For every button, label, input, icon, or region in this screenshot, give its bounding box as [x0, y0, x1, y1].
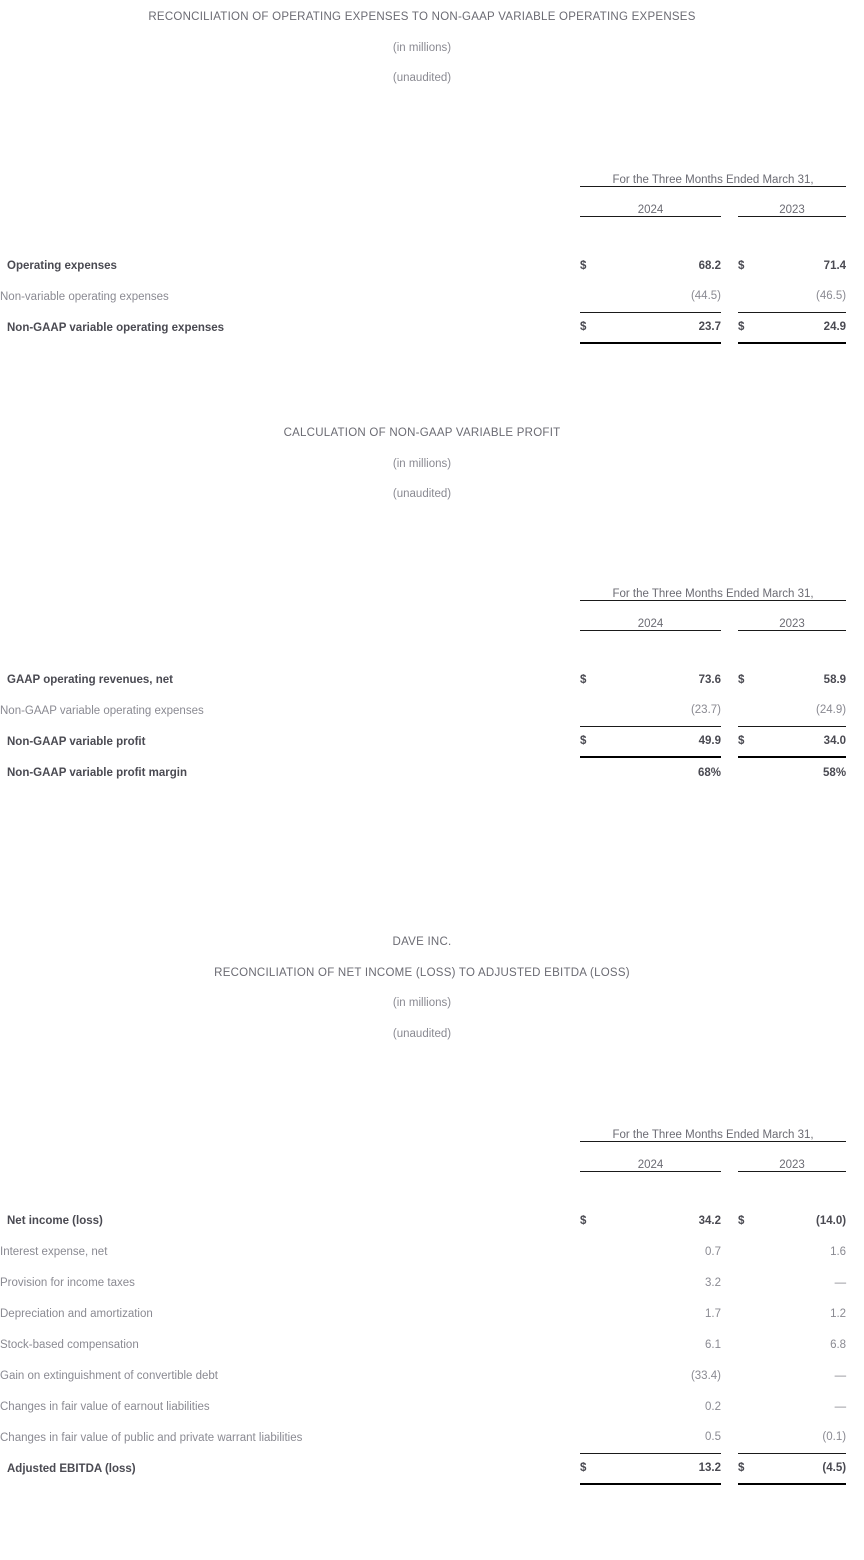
spacer-cell [0, 1141, 580, 1171]
column-gap [721, 1205, 738, 1236]
section-opex-title: RECONCILIATION OF OPERATING EXPENSES TO NON-GAAP VARIABLE OPERATING EXPENSES [148, 11, 696, 23]
row-label: Non-variable operating expenses [0, 290, 169, 303]
table-row-total [0, 312, 846, 343]
row-currency-2023: $ [738, 259, 745, 272]
row-currency-2024 [580, 695, 608, 726]
column-gap [721, 757, 738, 788]
row-value-2023: 34.0 [766, 726, 846, 757]
row-value-2023: 6.8 [830, 1338, 847, 1351]
row-label: GAAP operating revenues, net [7, 673, 173, 686]
row-value-2023: (24.9) [816, 704, 847, 717]
row-currency-2023: $ [738, 1214, 745, 1227]
table-opex-period-header-row [0, 160, 846, 186]
spacer-cell [721, 1141, 738, 1171]
row-value-2023: 1.2 [830, 1307, 847, 1320]
row-currency-2023 [738, 1236, 766, 1267]
table-row [0, 1329, 846, 1360]
company-name: DAVE INC. [392, 936, 452, 948]
table-row [0, 281, 846, 312]
row-currency-2024: $ [580, 1453, 608, 1484]
column-gap [721, 1453, 738, 1484]
row-value-2023: 71.4 [823, 259, 847, 272]
row-value-2024: 0.7 [705, 1245, 721, 1258]
table-profit-wrapper [0, 574, 846, 788]
row-value-2023: — [834, 1400, 847, 1413]
row-currency-2023: $ [738, 1453, 766, 1484]
row-currency-2023 [738, 1360, 766, 1391]
table-profit-year-2024: 2024 [580, 600, 721, 630]
column-gap [721, 1298, 738, 1329]
row-value-2024: 13.2 [608, 1453, 721, 1484]
table-row [0, 1205, 846, 1236]
table-row [0, 1267, 846, 1298]
column-gap [721, 281, 738, 312]
column-gap [721, 1329, 738, 1360]
row-currency-2023: $ [738, 312, 766, 343]
table-profit-period-header-row [0, 574, 846, 600]
row-value-2024: 49.9 [608, 726, 721, 757]
row-value-2023: 58% [823, 767, 847, 779]
row-value-2024: 0.2 [705, 1400, 721, 1413]
row-value-2024: 68% [697, 767, 721, 779]
column-gap [721, 726, 738, 757]
section-profit-units: (in millions) [392, 457, 452, 470]
row-label: Net income (loss) [7, 1214, 103, 1227]
column-gap [721, 1422, 738, 1453]
row-label: Gain on extinguishment of convertible debt [0, 1369, 218, 1382]
spacer-cell [721, 186, 738, 216]
column-gap [721, 1236, 738, 1267]
row-currency-2023 [738, 757, 766, 788]
section-ebitda-headings [0, 937, 844, 1040]
column-gap [721, 250, 738, 281]
row-currency-2024 [580, 1329, 608, 1360]
spacer-row [0, 630, 846, 664]
row-value-2023: 1.6 [830, 1245, 847, 1258]
section-ebitda-units: (in millions) [392, 997, 452, 1009]
row-label: Depreciation and amortization [0, 1307, 153, 1320]
row-currency-2024 [580, 757, 608, 788]
row-label: Non-GAAP variable operating expenses [7, 321, 225, 334]
column-gap [721, 1391, 738, 1422]
table-opex-period-label: For the Three Months Ended March 31, [580, 160, 846, 186]
row-currency-2023 [738, 1298, 766, 1329]
row-currency-2024 [580, 1267, 608, 1298]
table-ebitda-year-header-row [0, 1141, 846, 1171]
table-row [0, 1298, 846, 1329]
row-currency-2024: $ [580, 259, 587, 272]
table-opex-year-2023: 2023 [738, 186, 846, 216]
row-value-2023: (46.5) [816, 290, 847, 303]
section-profit-audit-status: (unaudited) [392, 488, 452, 500]
row-value-2023: (0.1) [822, 1431, 847, 1444]
table-profit-period-label: For the Three Months Ended March 31, [580, 574, 846, 600]
section-profit-title: CALCULATION OF NON-GAAP VARIABLE PROFIT [283, 427, 561, 439]
row-value-2024: 3.2 [705, 1276, 721, 1289]
table-ebitda-year-2023: 2023 [738, 1141, 846, 1171]
spacer-cell [721, 600, 738, 630]
row-currency-2024 [580, 1422, 608, 1453]
table-row-total [0, 726, 846, 757]
row-label: Operating expenses [7, 259, 117, 272]
table-row-margin [0, 757, 846, 788]
row-label: Non-GAAP variable profit [7, 735, 146, 748]
table-profit [0, 574, 846, 788]
row-currency-2023 [738, 695, 766, 726]
table-opex-year-header-row [0, 186, 846, 216]
row-label: Stock-based compensation [0, 1338, 139, 1351]
row-label: Changes in fair value of earnout liabilities [0, 1400, 210, 1413]
row-value-2023: (14.0) [816, 1214, 847, 1227]
row-label: Changes in fair value of public and private warrant liabilities [0, 1431, 303, 1444]
row-value-2024: 73.6 [698, 673, 721, 686]
row-currency-2023 [738, 1267, 766, 1298]
table-opex-year-2024: 2024 [580, 186, 721, 216]
section-opex-audit-status: (unaudited) [392, 72, 452, 84]
table-ebitda-wrapper [0, 1115, 846, 1485]
spacer-cell [0, 574, 580, 600]
row-value-2024: 6.1 [705, 1338, 721, 1351]
table-row [0, 1236, 846, 1267]
row-value-2024: 23.7 [608, 312, 721, 343]
table-row [0, 1391, 846, 1422]
row-value-2023: (4.5) [766, 1453, 846, 1484]
row-value-2024: (44.5) [690, 290, 721, 303]
row-currency-2023 [738, 281, 766, 312]
row-currency-2024 [580, 1236, 608, 1267]
table-ebitda-year-2024: 2024 [580, 1141, 721, 1171]
column-gap [721, 1267, 738, 1298]
column-gap [721, 1360, 738, 1391]
row-label: Adjusted EBITDA (loss) [7, 1462, 136, 1475]
table-profit-year-2023: 2023 [738, 600, 846, 630]
row-currency-2023 [738, 1391, 766, 1422]
table-row [0, 664, 846, 695]
table-ebitda-period-header-row [0, 1115, 846, 1141]
row-currency-2024 [580, 1360, 608, 1391]
row-value-2024: 68.2 [698, 259, 721, 272]
spacer-cell [0, 186, 580, 216]
table-opex-wrapper [0, 160, 846, 344]
row-value-2023: — [834, 1276, 847, 1289]
spacer-cell [0, 600, 580, 630]
row-currency-2024: $ [580, 312, 608, 343]
row-label: Interest expense, net [0, 1245, 108, 1258]
table-row [0, 1360, 846, 1391]
table-row [0, 695, 846, 726]
row-value-2024: (33.4) [690, 1369, 721, 1382]
section-profit-headings [0, 428, 844, 501]
section-opex-units: (in millions) [392, 41, 452, 54]
row-currency-2024: $ [580, 726, 608, 757]
table-opex [0, 160, 846, 344]
spacer-cell [0, 160, 580, 186]
table-row [0, 1422, 846, 1453]
row-value-2023: 24.9 [766, 312, 846, 343]
table-profit-year-header-row [0, 600, 846, 630]
table-row-total [0, 1453, 846, 1484]
row-label: Non-GAAP variable operating expenses [0, 704, 204, 717]
row-value-2024: (23.7) [690, 704, 721, 717]
row-value-2023: — [834, 1369, 847, 1382]
section-opex-headings [0, 12, 844, 85]
row-value-2024: 34.2 [698, 1214, 721, 1227]
row-value-2024: 1.7 [705, 1307, 721, 1320]
table-row [0, 250, 846, 281]
spacer-row [0, 1171, 846, 1205]
row-label: Non-GAAP variable profit margin [7, 766, 187, 779]
spacer-row [0, 216, 846, 250]
section-ebitda-audit-status: (unaudited) [392, 1027, 452, 1040]
table-ebitda [0, 1115, 846, 1485]
row-value-2023: 58.9 [823, 673, 847, 686]
section-ebitda-title: RECONCILIATION OF NET INCOME (LOSS) TO ADJUSTED EBITDA (LOSS) [214, 966, 630, 979]
column-gap [721, 695, 738, 726]
row-currency-2024 [580, 281, 608, 312]
row-currency-2024: $ [580, 673, 587, 686]
column-gap [721, 664, 738, 695]
row-currency-2023: $ [738, 726, 766, 757]
column-gap [721, 312, 738, 343]
row-label: Provision for income taxes [0, 1276, 135, 1289]
row-currency-2023 [738, 1329, 766, 1360]
row-currency-2024 [580, 1298, 608, 1329]
row-currency-2024: $ [580, 1214, 587, 1227]
table-ebitda-period-label: For the Three Months Ended March 31, [580, 1115, 846, 1141]
row-value-2024: 0.5 [705, 1431, 721, 1444]
row-currency-2023: $ [738, 673, 745, 686]
row-currency-2024 [580, 1391, 608, 1422]
row-currency-2023 [738, 1422, 766, 1453]
spacer-cell [0, 1115, 580, 1141]
